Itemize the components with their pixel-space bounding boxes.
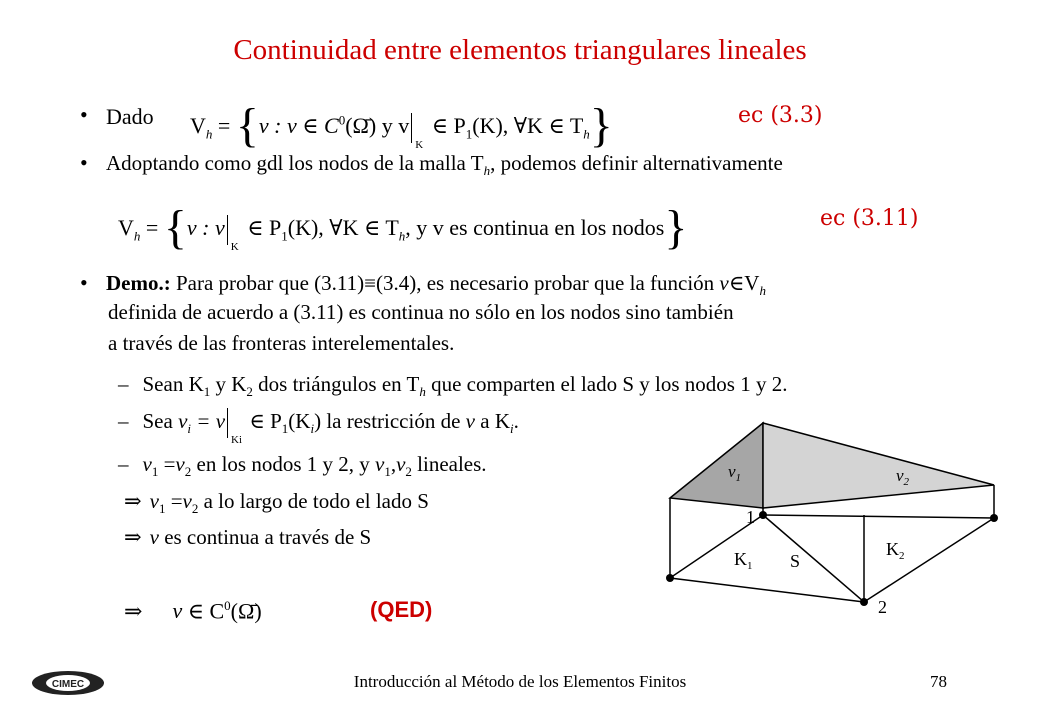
demo-line-3: a través de las fronteras interelementales. (108, 331, 455, 355)
bullet-adoptando: Adoptando como gdl los nodos de la malla $T_h$, podemos definir alternativamente (106, 151, 783, 179)
implication-continuity: ⇒ v es continua a través de S (124, 525, 372, 549)
bullet-marker: • (80, 150, 88, 175)
equation-tag-3-11: ec (3.11) (820, 206, 919, 231)
demo-line-1: Demo.: Para probar que (3.11)≡(3.4), es necesario probar que la función $v\in V_h$ (106, 271, 766, 299)
demo-line-2: definida de acuerdo a (3.11) es continua no sólo en los nodos sino también (108, 300, 734, 324)
equation-vh-alt: $V_h = \{v$ : v K ∈ $P_1(K)$, ∀K ∈ $T_h$, y v es continua en los nodos} (118, 201, 688, 254)
equation-vh-def: $V_h = \{v$ : v ∈ $C^0(\Omegā)$ y v K ∈ $P_1(K)$, ∀K ∈ $T_h$} (190, 99, 613, 152)
implication-c0: ⇒ v ∈ $C^0(\Omegā)$ (124, 598, 262, 624)
node-dot (990, 514, 998, 522)
equation-tag-3-3: ec (3.3) (738, 103, 823, 128)
node-2-label: 2 (878, 597, 887, 617)
node-dot (759, 511, 767, 519)
s-label: S (790, 551, 801, 571)
v1-label: $v_1$ (728, 462, 742, 484)
sub-item-v1-v2: – $v_1 =v_2$ en los nodos 1 y 2, y $v_1,v_2$ lineales. (118, 452, 487, 480)
bullet-marker: • (80, 270, 88, 295)
footer-title: Introducción al Método de los Elementos Finitos (353, 672, 687, 691)
sub-item-sean: – Sean $K_1$ y $K_2$ dos triángulos en $T_h$ que comparten el lado S y los nodos 1 y 2. (118, 372, 788, 400)
sub-item-sea: – Sea $v_i = v$ Ki ∈ $P_1(K_i)$ la restricción de v a $K_i$. (118, 409, 519, 446)
node-1-label: 1 (746, 507, 755, 527)
v2-label: $v_2$ (896, 466, 910, 488)
bullet-marker: • (80, 102, 88, 127)
page-number: 78 (930, 672, 947, 691)
v2-face (763, 423, 994, 508)
qed-label: (QED) (370, 597, 433, 622)
svg-text:CIMEC: CIMEC (51, 679, 85, 690)
bullet-dado-label: Dado (106, 104, 154, 129)
node-dot (860, 598, 868, 606)
implication-v1-eq-v2: ⇒ $v_1 =v_2$ a lo largo de todo el lado S (124, 489, 429, 517)
v1-face (670, 423, 763, 508)
node-dot (666, 574, 674, 582)
page-title: Continuidad entre elementos triangulares lineales (233, 34, 807, 66)
k2-label: $K_2$ (886, 539, 905, 562)
k1-label: $K_1$ (734, 549, 753, 572)
triangles-figure (660, 415, 1010, 625)
